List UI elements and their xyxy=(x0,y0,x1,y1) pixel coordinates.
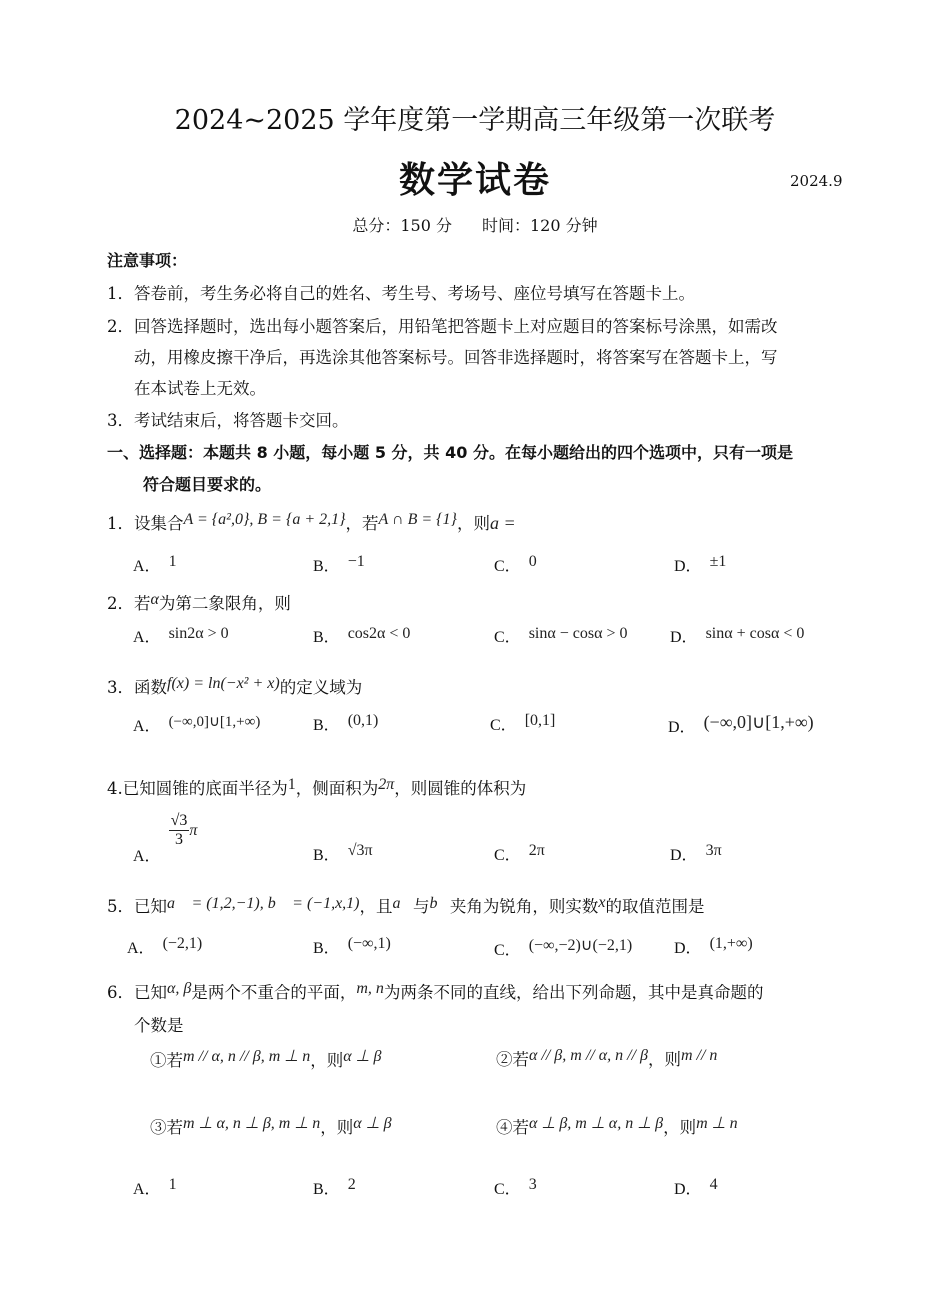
q4-radius: 1 xyxy=(287,776,296,793)
question-2 xyxy=(107,590,291,614)
question-6 xyxy=(107,979,763,1003)
q1-option-d[interactable] xyxy=(674,553,726,576)
option-label: C． xyxy=(494,942,521,959)
q6-planes: α, β xyxy=(167,980,192,997)
exam-time: 时间：120 分钟 xyxy=(482,216,598,235)
exam-meta xyxy=(0,213,950,236)
q6-option-b[interactable] xyxy=(313,1176,356,1199)
q6-option-c[interactable] xyxy=(494,1176,537,1199)
prop-result: m // n xyxy=(680,1047,718,1064)
option-value: 2 xyxy=(347,1176,356,1193)
option-value: cos2α < 0 xyxy=(347,625,411,642)
exam-date: 2024.9 xyxy=(790,172,843,190)
section-heading-cont: 符合题目要求的。 xyxy=(143,475,272,494)
q3-option-a[interactable] xyxy=(133,712,260,736)
option-value: (−∞,0]∪[1,+∞) xyxy=(703,712,814,732)
q2-tail: 为第二象限角，则 xyxy=(158,594,291,613)
q6-lines: m, n xyxy=(356,980,384,997)
option-value: sin2α > 0 xyxy=(168,625,229,642)
option-label: B． xyxy=(313,717,340,734)
q6-proposition-4 xyxy=(496,1113,738,1138)
q6-proposition-1 xyxy=(150,1046,382,1071)
option-label: B． xyxy=(313,1181,340,1198)
q2-option-a[interactable] xyxy=(133,624,229,647)
q1-cond: A ∩ B = {1} xyxy=(378,511,457,528)
q6-proposition-2 xyxy=(496,1046,717,1070)
q6-mid1: 是两个不重合的平面， xyxy=(191,983,357,1002)
notice-item-2-cont: 动，用橡皮擦干净后，再选涂其他答案标号。回答非选择题时，将答案写在答题卡上，写 xyxy=(134,348,778,367)
q3-option-c[interactable] xyxy=(490,712,555,735)
prop-condition: m ⊥ α, n ⊥ β, m ⊥ n xyxy=(183,1115,321,1132)
total-score: 总分：150 分 xyxy=(352,216,452,235)
question-4 xyxy=(107,775,526,799)
option-label: C． xyxy=(494,558,521,575)
option-label: D． xyxy=(674,558,702,575)
q5-option-c[interactable] xyxy=(494,935,632,960)
q2-option-c[interactable] xyxy=(494,624,628,647)
option-value: √3π xyxy=(347,842,373,859)
q4-option-a[interactable] xyxy=(133,812,197,866)
prop-then: ，则 xyxy=(647,1050,681,1069)
q1-tail: ，则 xyxy=(456,514,490,533)
prop-condition: α // β, m // α, n // β xyxy=(529,1047,648,1064)
prop-condition: m // α, n // β, m ⊥ n xyxy=(183,1048,311,1065)
q1-option-b[interactable] xyxy=(313,553,365,576)
option-label: B． xyxy=(313,558,340,575)
notice-item-2: 2．回答选择题时，选出每小题答案后，用铅笔把答题卡上对应题目的答案标号涂黑，如需改 xyxy=(107,317,778,336)
q1-option-c[interactable] xyxy=(494,553,537,576)
q4-option-d[interactable] xyxy=(670,842,722,865)
option-label: A． xyxy=(133,848,161,865)
option-label: B． xyxy=(313,847,340,864)
q5-vectors: a⃗ = (1,2,−1), b⃗ = (−1,x,1) xyxy=(167,895,360,912)
option-value: (−2,1) xyxy=(162,935,203,952)
q5-mid3: 夹角为锐角，则实数 xyxy=(449,897,599,916)
option-value: 3π xyxy=(705,842,722,859)
subject-title: 数学试卷 xyxy=(398,159,551,201)
question-1 xyxy=(107,510,516,534)
prop-condition: α ⊥ β, m ⊥ α, n ⊥ β xyxy=(529,1115,664,1132)
option-value: sinα − cosα > 0 xyxy=(528,625,628,642)
prop-result: α ⊥ β xyxy=(343,1048,382,1065)
exam-title: 2024~2025 学年度第一学期高三年级第一次联考 xyxy=(174,105,776,136)
option-label: A． xyxy=(127,940,155,957)
q5-prefix: 5．已知 xyxy=(107,897,167,916)
q6-option-a[interactable] xyxy=(133,1176,177,1199)
q5-option-a[interactable] xyxy=(127,935,202,958)
prop-label: ②若 xyxy=(496,1050,529,1069)
option-label: A． xyxy=(133,629,161,646)
q6-option-d[interactable] xyxy=(674,1176,718,1199)
q2-option-b[interactable] xyxy=(313,624,410,647)
fraction-numerator: √3 xyxy=(170,812,188,829)
notice-item-2-end: 在本试卷上无效。 xyxy=(134,379,266,398)
option-label: B． xyxy=(313,940,340,957)
prop-label: ③若 xyxy=(150,1118,183,1137)
q5-vec-b: b⃗ xyxy=(429,895,450,912)
q4-tail: ，则圆锥的体积为 xyxy=(394,779,527,798)
option-fraction xyxy=(169,812,190,849)
option-value: −1 xyxy=(347,553,365,570)
option-label: D． xyxy=(668,719,696,736)
q3-option-d[interactable] xyxy=(668,712,814,737)
q6-proposition-3 xyxy=(150,1113,392,1138)
option-value: 3 xyxy=(528,1176,537,1193)
q4-mid: ，侧面积为 xyxy=(295,779,379,798)
prop-then: ，则 xyxy=(320,1118,354,1137)
option-label: C． xyxy=(490,717,517,734)
notice-item-3: 3．考试结束后，将答题卡交回。 xyxy=(107,411,349,430)
section-heading: 一、选择题：本题共 8 小题，每小题 5 分，共 40 分。在每小题给出的四个选项中，只有一项是 xyxy=(107,443,793,462)
q5-vec-a: a⃗ xyxy=(392,895,413,912)
option-label: C． xyxy=(494,629,521,646)
fraction-denominator: 3 xyxy=(174,831,183,848)
option-label: C． xyxy=(494,1181,521,1198)
q1-sets: A = {a²,0}, B = {a + 2,1} xyxy=(183,511,346,528)
q1-mid: ，若 xyxy=(345,514,379,533)
option-label: A． xyxy=(133,1181,161,1198)
option-value: ±1 xyxy=(709,553,727,570)
q6-prefix: 6．已知 xyxy=(107,983,167,1002)
option-label: A． xyxy=(133,558,161,575)
option-label: D． xyxy=(674,1181,702,1198)
question-5 xyxy=(107,893,705,917)
q4-prefix: 4.已知圆锥的底面半径为 xyxy=(107,779,288,798)
q5-var-x: x xyxy=(598,894,606,911)
notice-title: 注意事项： xyxy=(107,251,188,270)
q1-prefix: 1．设集合 xyxy=(107,514,184,533)
option-value: (−∞,−2)∪(−2,1) xyxy=(528,937,633,954)
prop-label: ④若 xyxy=(496,1118,529,1137)
q3-prefix: 3．函数 xyxy=(107,678,167,697)
option-label: A． xyxy=(133,718,161,735)
option-value: 0 xyxy=(528,553,537,570)
option-label: B． xyxy=(313,629,340,646)
q2-option-d[interactable] xyxy=(670,624,804,647)
q5-mid1: ，且 xyxy=(359,897,393,916)
prop-then: ，则 xyxy=(310,1051,344,1070)
q3-func: f(x) = ln(−x² + x) xyxy=(167,675,280,692)
option-value: [0,1] xyxy=(524,712,556,729)
option-value: sinα + cosα < 0 xyxy=(705,625,805,642)
option-value: (0,1) xyxy=(347,712,379,729)
q4-area: 2π xyxy=(378,776,395,793)
option-label: D． xyxy=(670,847,698,864)
fraction-suffix: π xyxy=(189,822,198,839)
option-value: 1 xyxy=(168,1176,177,1193)
q4-option-c[interactable] xyxy=(494,842,545,865)
q5-tail: 的取值范围是 xyxy=(605,897,705,916)
prop-then: ，则 xyxy=(663,1118,697,1137)
question-6-cont: 个数是 xyxy=(134,1016,184,1035)
q1-var: a = xyxy=(489,513,516,533)
option-value: 2π xyxy=(528,842,545,859)
option-value: 4 xyxy=(709,1176,718,1193)
option-value: (−∞,1) xyxy=(347,935,391,952)
option-value: (1,+∞) xyxy=(709,935,753,952)
q3-tail: 的定义域为 xyxy=(279,678,363,697)
q3-option-b[interactable] xyxy=(313,712,378,735)
q5-mid2: 与 xyxy=(412,897,430,916)
prop-result: m ⊥ n xyxy=(696,1115,738,1132)
prop-label: ①若 xyxy=(150,1051,183,1070)
option-label: D． xyxy=(674,940,702,957)
q5-option-b[interactable] xyxy=(313,935,391,958)
prop-result: α ⊥ β xyxy=(353,1115,392,1132)
option-value: 1 xyxy=(168,553,177,570)
option-label: C． xyxy=(494,847,521,864)
q4-option-b[interactable] xyxy=(313,842,373,865)
q2-prefix: 2．若 xyxy=(107,594,151,613)
notice-item-1: 1．答卷前，考生务必将自己的姓名、考生号、考场号、座位号填写在答题卡上。 xyxy=(107,284,695,303)
q1-option-a[interactable] xyxy=(133,553,177,576)
option-value: (−∞,0]∪[1,+∞) xyxy=(168,714,261,730)
question-3 xyxy=(107,674,362,698)
option-label: D． xyxy=(670,629,698,646)
q5-option-d[interactable] xyxy=(674,935,753,958)
q2-var: α xyxy=(150,591,159,608)
q6-mid2: 为两条不同的直线，给出下列命题，其中是真命题的 xyxy=(383,983,764,1002)
